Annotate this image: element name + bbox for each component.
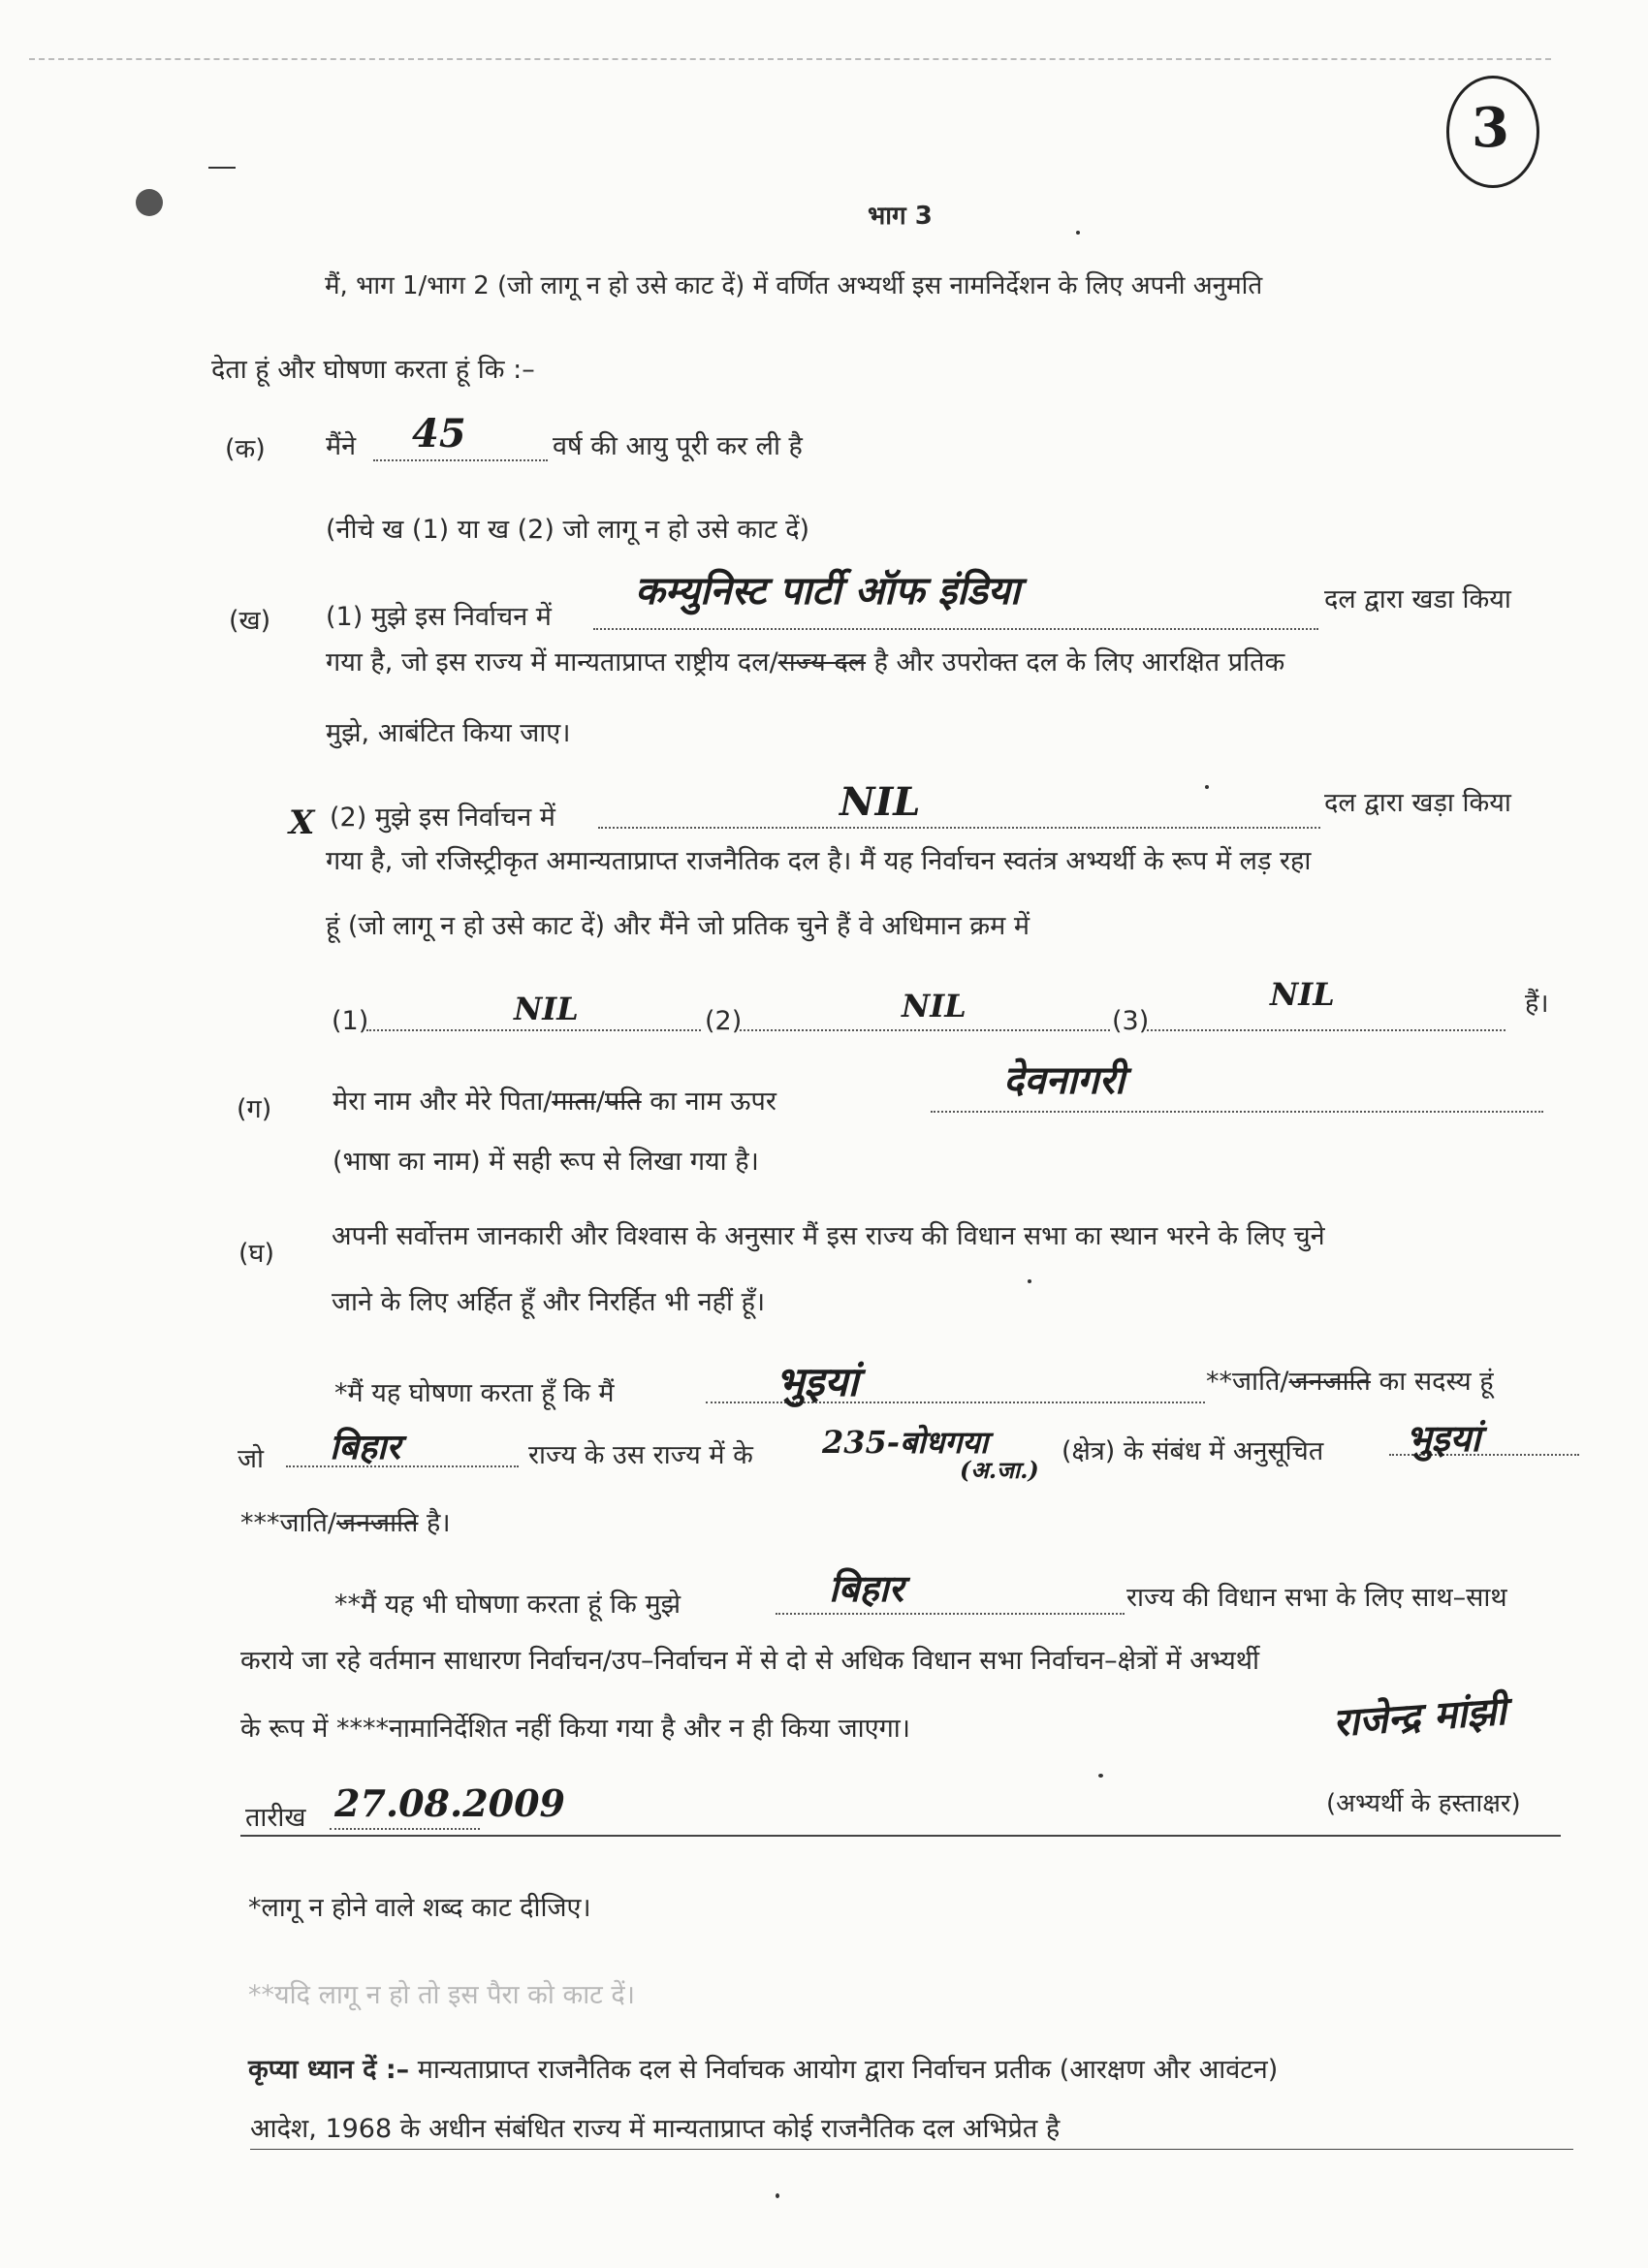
page-number: 3 [1472,96,1509,160]
symbol-3-label: (3) [1112,1006,1150,1036]
state-field-line [286,1465,519,1467]
clause-ga-b: का नाम ऊपर [650,1087,776,1117]
symbols-end: हैं। [1525,989,1549,1019]
clause-kha1-line2-a: गया है, जो इस राज्य में मान्यताप्राप्त राष्ट्रीय दल/ [326,647,778,677]
struck-pati: पति [604,1087,642,1117]
clause-gha-marker: (घ) [238,1239,275,1269]
speck [1028,1279,1031,1283]
language-field-line [931,1111,1543,1113]
caste-decl-h: है। [427,1508,451,1538]
constituency-value: 235-बोधगया [822,1424,989,1461]
clause-ga-line2: (भाषा का नाम) में सही रूप से लिखा गया है। [333,1147,759,1177]
party2-name: NIL [840,779,921,825]
clause-ga-line1 [333,1088,776,1115]
symbol-2-label: (2) [705,1006,743,1036]
clause-ka-pre: मैंने [326,431,357,461]
clause-kha2-line3: हूं (जो लागू न हो उसे काट दें) और मैंने जो प्रतिक चुने हैं वे अधिमान क्रम में [326,911,1030,941]
clause-ga-marker: (ग) [237,1094,272,1124]
clause-kha1-line2 [326,649,1284,676]
speck [1205,785,1209,789]
party-name: कम्युनिस्ट पार्टी ऑफ इंडिया [635,568,1021,614]
intro-line-1: मैं, भाग 1/भाग 2 (जो लागू न हो उसे काट दें) में वर्णित अभ्यर्थी इस नामनिर्देशन के लिए अपनी अनुमति [325,271,1263,300]
separator-rule-1 [240,1835,1561,1837]
clause-kha1-line3: मुझे, आबंटित किया जाए। [326,718,571,748]
language-name: देवनागरी [1003,1057,1125,1103]
constituency-sub: (अ.जा.) [960,1456,1039,1484]
footnote-2: **यदि लागू न हो तो इस पैरा को काट दें। [248,1980,635,2010]
clause-gha-line2: जाने के लिए अर्हित हूँ और निरर्हित भी नहीं हूँ। [332,1287,766,1317]
symbol-1-line [366,1029,701,1031]
symbol-3-line [1147,1029,1505,1031]
state-decl-b: राज्य की विधान सभा के लिए साथ–साथ [1126,1583,1507,1613]
clause-kha2-line2: गया है, जो रजिस्ट्रीकृत अमान्यताप्राप्त राजनैतिक दल है। मैं यह निर्वाचन स्वतंत्र अभ्यर्थी के रूप में लड़ रहा [326,846,1312,876]
clause-ka-note: (नीचे ख (1) या ख (2) जो लागू न हो उसे काट दें) [326,515,810,545]
caste-value: भुइयां [776,1358,859,1405]
intro-line-2: देता हूं और घोषणा करता हूं कि :– [211,355,535,385]
clause-ka-marker: (क) [225,434,266,464]
caste2-value: भुइयां [1406,1416,1481,1460]
struck-mata: माता [552,1087,596,1117]
clause-kha2-pre: (2) मुझे इस निर्वाचन में [330,803,555,833]
clause-kha1-pre: (1) मुझे इस निर्वाचन में [326,602,552,632]
page-heading: भाग 3 [868,202,933,231]
clause-gha-line1: अपनी सर्वोत्तम जानकारी और विश्वास के अनुसार मैं इस राज्य की विधान सभा का स्थान भरने के लिए चुने [332,1221,1325,1251]
signature-label: (अभ्यर्थी के हस्ताक्षर) [1326,1789,1521,1818]
symbol-2-line [740,1029,1110,1031]
state-value: बिहार [330,1427,401,1467]
note-text-1: मान्यताप्राप्त राजनैतिक दल से निर्वाचक आयोग द्वारा निर्वाचन प्रतीक (आरक्षण और आवंटन) [417,2055,1279,2085]
state-decl-line2: कराये जा रहे वर्तमान साधारण निर्वाचन/उप–निर्वाचन में से दो से अधिक विधान सभा निर्वाचन–क्षेत्रों में अभ्यर्थी [240,1646,1259,1676]
symbol-1-value: NIL [514,991,579,1027]
note-line-1 [248,2057,1278,2083]
struck-state-party: राज्य दल [777,647,867,677]
clause-kha1-post: दल द्वारा खडा किया [1324,584,1511,614]
date-field-line [330,1828,480,1830]
note-line-2: आदेश, 1968 के अधीन संबंधित राज्य में मान्यताप्राप्त कोई राजनैतिक दल अभिप्रेत है [250,2114,1061,2144]
age-value: 45 [412,411,466,457]
footnote-1: *लागू न होने वाले शब्द काट दीजिए। [248,1893,591,1923]
candidate-signature: राजेन्द्र मांझी [1331,1687,1508,1747]
state-decl-a: **मैं यह भी घोषणा करता हूं कि मुझे [334,1590,681,1620]
party2-field-line [598,827,1320,829]
speck [776,2193,779,2198]
clause-kha1-line2-b: है और उपरोक्त दल के लिए आरक्षित प्रतिक [873,647,1285,677]
party-field-line [593,628,1318,630]
caste-decl-a: *मैं यह घोषणा करता हूँ कि मैं [334,1378,615,1408]
struck-janjati-1: जनजाति [1288,1367,1371,1397]
clause-ga-a: मेरा नाम और मेरे पिता/ [333,1087,553,1117]
symbol-3-value: NIL [1270,976,1335,1013]
symbol-2-value: NIL [902,988,967,1024]
struck-janjati-2: जनजाति [336,1508,419,1538]
clause-kha-marker: (ख) [229,606,271,636]
caste-decl-e: राज्य के उस राज्य में के [528,1440,753,1470]
separator-rule-2 [250,2149,1573,2150]
symbol-1-label: (1) [332,1006,369,1036]
state2-field-line [776,1613,1125,1615]
top-edge-line [29,58,1551,60]
state2-value: बिहार [829,1566,904,1610]
caste-decl-d: जो [238,1444,265,1474]
date-label: तारीख [245,1803,306,1833]
caste-decl-g [240,1510,451,1536]
speck [1098,1774,1103,1778]
caste-decl-g-text: ***जाति/ [240,1508,337,1538]
note-label: कृप्या ध्यान दें :– [248,2055,410,2085]
caste-decl-b [1206,1369,1494,1395]
age-field-line [373,459,548,461]
cross-mark: X [289,803,315,842]
caste-decl-c: का सदस्य हूं [1379,1367,1494,1397]
clause-kha2-post: दल द्वारा खड़ा किया [1324,788,1511,818]
state-decl-line3: के रूप में ****नामानिर्देशित नहीं किया गया है और न ही किया जाएगा। [240,1714,910,1744]
caste-decl-f: (क्षेत्र) के संबंध में अनुसूचित [1062,1436,1324,1466]
clause-ga-sep: / [595,1087,605,1117]
punch-hole-mark [136,189,163,216]
date-value: 27.08.2009 [334,1781,565,1825]
clause-ka-post: वर्ष की आयु पूरी कर ली है [553,431,803,461]
dash-mark [208,167,236,169]
caste-decl-b-text: **जाति/ [1206,1367,1289,1397]
speck [1076,231,1080,235]
